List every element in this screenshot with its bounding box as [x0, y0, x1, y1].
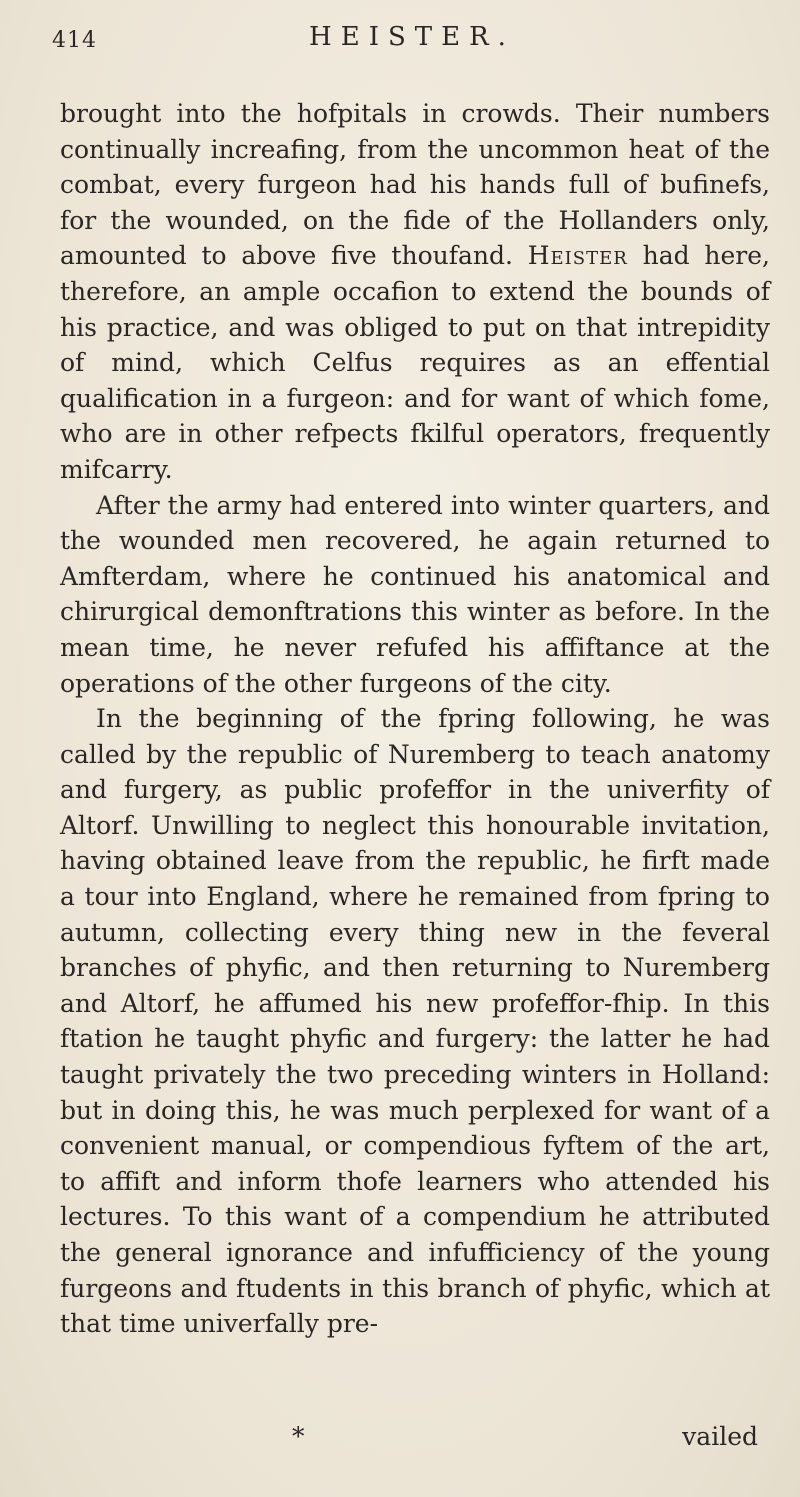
page-number: 414 [52, 28, 97, 53]
paragraph-3: In the beginning of the fpring following, he was called by the republic of Nuremberg to teach anatomy and furgery, as public profeffor in the univerfity of Altorf. Unwilling to neglect this honourable invitation, having obtained leave from the republic, he firft made a tour into England, where he remained from fpring to autumn, collecting every thing new in the feveral branches of phyfic, and then returning to Nuremberg and Altorf, he affumed his new profeffor-fhip. In this ftation he taught phyfic and furgery: the latter he had taught privately the two preceding winters in Holland: but in doing this, he was much perplexed for want of a convenient manual, or compendious fyftem of the art, to affift and inform thofe learners who attended his lectures. To this want of a compendium he attributed the general ignorance and infufficiency of the young furgeons and ftudents in this branch of phyfic, which at that time univerfally pre- [60, 704, 770, 1339]
author-name: Heister [527, 241, 628, 271]
paragraph-2: After the army had entered into winter quarters, and the wounded men recovered, he again returned to Amfterdam, where he continued his anatomical and chirurgical demonftrations this winter as before. In the mean time, he never refufed his affiftance at the operations of the other furgeons of the city. [60, 490, 770, 698]
paragraph-1-text-before: brought into the hofpitals in crowds. Their numbers continually increafing, from the uncommon heat of the combat, every furgeon had his hands full of bufinefs, for the wounded, on the fide of the Hollanders only, amounted to above five thoufand. [60, 99, 770, 271]
signature-mark: * [292, 1422, 305, 1451]
running-head: HEISTER. [309, 22, 515, 52]
paragraph-1 [60, 96, 770, 488]
page-header [52, 22, 772, 58]
page-footer [60, 1422, 770, 1454]
catchword: vailed [682, 1422, 758, 1451]
body-text [60, 96, 770, 1342]
paragraph-1-text-after: had here, therefore, an ample occafion to extend the bounds of his practice, and was obliged to put on that intrepidity of mind, which Celfus requires as an effential qualification in a furgeon: and for want of which fome, who are in other refpects fkilful operators, frequently mifcarry. [60, 241, 770, 484]
